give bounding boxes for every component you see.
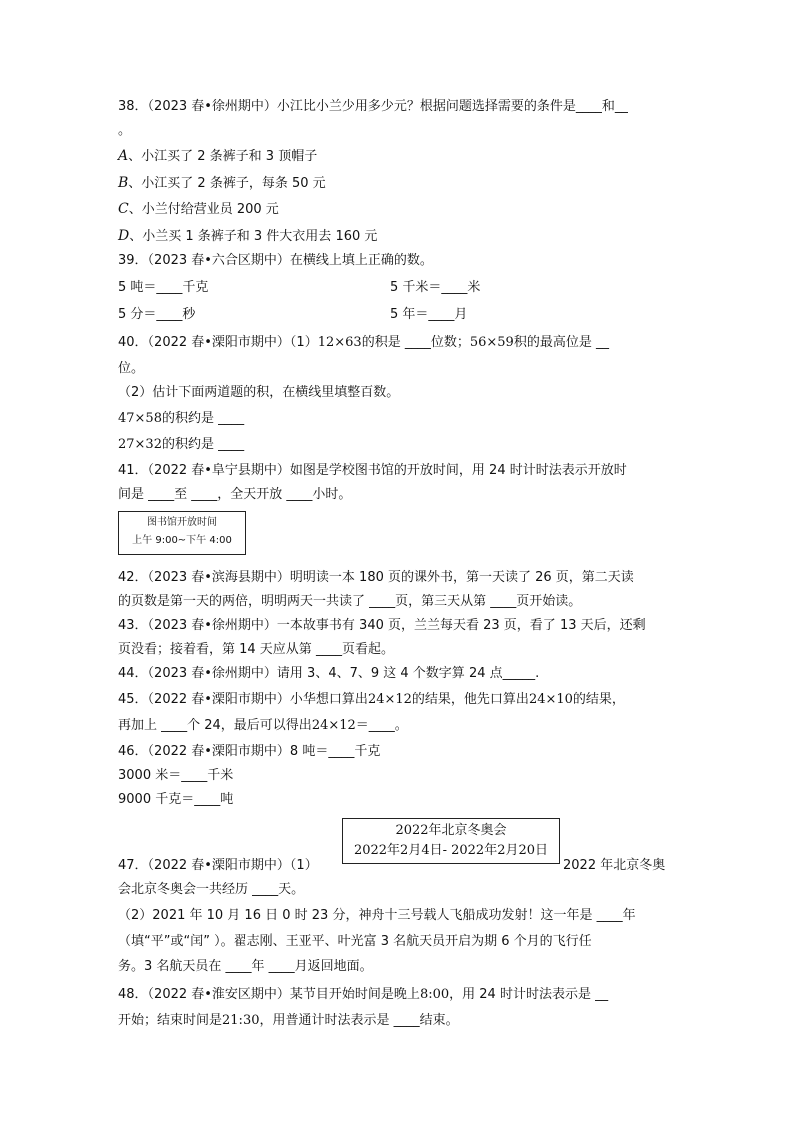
q38-option-a [118,146,317,167]
q45-stem [118,690,625,710]
q46-stem: 46．（2022 春•溧阳市期中）8 吨＝____千克 [118,744,381,759]
q38-stem-end: 。 [118,123,132,138]
q40-stem [118,333,609,353]
q39-item-3: 5 分＝____秒 [118,307,196,322]
q45-expr3: 24×12 [311,718,356,733]
q40-est2-expr: 27×32 [118,437,162,452]
q39-item-4: 5 年＝____月 [390,307,468,322]
q45-expr1: 24×12 [367,692,412,707]
q46-line3: 9000 千克＝____吨 [118,792,234,807]
q38-option-d [118,226,377,247]
q43-stem: 43．（2023 春•徐州期中）一本故事书有 340 页，兰兰每天看 23 页，看了 13 天后，还剩 [118,618,646,633]
q40-est1-expr: 47×58 [118,411,162,426]
q44-stem: 44．（2023 春•徐州期中）请用 3、4、7、9 这 4 个数字算 24 点_____. [118,666,540,681]
option-text: 、小兰买 1 条裤子和 3 件大衣用去 160 元 [129,229,378,244]
q47-stem: 47．（2022 春•溧阳市期中）（1） [118,858,318,873]
q45-mid2: 的结果， [572,692,625,707]
q42-stem: 42．（2023 春•滨海县期中）明明读一本 180 页的课外书，第一天读了 26 页，第二天读 [118,570,634,585]
option-letter: A [118,148,129,164]
option-text: 、小江买了 2 条裤子和 3 顶帽子 [128,149,318,164]
library-hours-box [118,511,246,555]
q40-expr2: 56×59 [469,335,514,350]
q46-line2: 3000 米＝____千米 [118,768,234,783]
q40-est2 [118,435,244,455]
option-text: 、小江买了 2 条裤子，每条 50 元 [128,176,326,191]
q48-stem [118,985,608,1005]
q40-est1-text: 的积约是 ____ [161,411,245,426]
q48-time2: 21:30 [222,1013,260,1028]
q47-cont: 会北京冬奥会一共经历 ____天。 [118,882,305,897]
q40-expr1: 12×63 [317,335,362,350]
q38-option-b [118,173,326,194]
q47-part2-line3: 务。3 名航天员在 ____年 ____月返回地面。 [118,959,373,974]
q48-time1: 8:00 [419,987,450,1002]
q40-part2: （2）估计下面两道题的积，在横线里填整百数。 [118,385,400,400]
library-hours-title: 图书馆开放时间 [147,517,217,528]
q47-part2-line1: （2）2021 年 10 月 16 日 0 时 23 分，神舟十三号载人飞船成功发射！这一年是 ____年 [118,908,636,923]
q40-mid2: 积的最高位是 __ [513,335,609,350]
q48-cont-a: 开始；结束时间是 [118,1013,223,1028]
q40-mid1: 的积是 ____位数； [361,335,470,350]
q39-stem: 39．（2023 春•六合区期中）在横线上填上正确的数。 [118,253,433,268]
option-letter: B [118,175,129,191]
q45-cont [118,716,408,736]
q40-est1 [118,409,244,429]
q38-stem: 38．（2023 春•徐州期中）小江比小兰少用多少元？根据问题选择需要的条件是____和__ [118,99,628,114]
q45-cont-b: ＝____。 [355,718,408,733]
q48-cont-b: ，用普通计时法表示是 ____结束。 [259,1013,459,1028]
q48-stem-a: 48．（2022 春•淮安区期中）某节目开始时间是晚上 [118,987,420,1002]
q40-cont: 位。 [118,361,145,376]
q42-cont: 的页数是第一天的两倍，明明两天一共读了 ____页，第三天从第 ____页开始读。 [118,594,582,609]
q39-item-1: 5 吨＝____千克 [118,280,209,295]
q45-cont-a: 再加上 ____个 24，最后可以得出 [118,718,312,733]
winter-olympics-title: 2022年北京冬奥会 [395,823,507,838]
q41-cont: 间是 ____至 ____，全天开放 ____小时。 [118,487,352,502]
q48-stem-b: ，用 24 时计时法表示是 __ [449,987,609,1002]
winter-olympics-dates: 2022年2月4日- 2022年2月20日 [353,843,549,858]
q45-stem-a: 45．（2022 春•溧阳市期中）小华想口算出 [118,692,368,707]
option-letter: C [118,201,129,217]
option-text: 、小兰付给营业员 200 元 [128,202,279,217]
q38-option-c [118,199,279,220]
q39-item-2: 5 千米＝____米 [390,280,481,295]
q40-est2-text: 的积约是 ____ [161,437,245,452]
q47-part2-line2: （填“平”或“闰” ）。翟志刚、王亚平、叶光富 3 名航天员开启为期 6 个月的飞行任 [118,934,592,949]
q45-mid1: 的结果，他先口算出 [411,692,529,707]
option-letter: D [118,228,130,244]
library-hours-time: 上午 9:00~下午 4:00 [132,535,232,546]
q40-stem-a: 40．（2022 春•溧阳市期中）（1） [118,335,318,350]
q47-after-box: 2022 年北京冬奥 [563,858,666,873]
winter-olympics-box [342,818,560,864]
q43-cont: 页没看；接着看，第 14 天应从第 ____页看起。 [118,642,394,657]
q41-stem: 41．（2022 春•阜宁县期中）如图是学校图书馆的开放时间，用 24 时计时法表示开放时 [118,463,627,478]
q45-expr2: 24×10 [528,692,573,707]
q48-cont [118,1011,459,1031]
